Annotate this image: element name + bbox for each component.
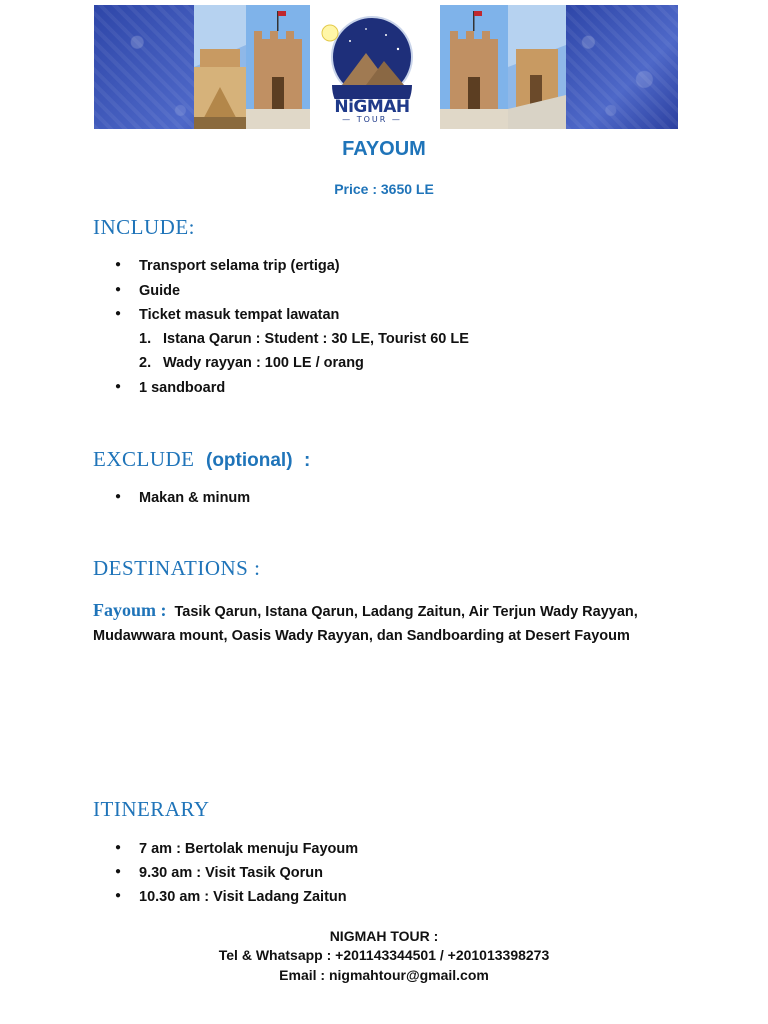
include-item: ● Guide xyxy=(139,283,180,299)
page-title: FAYOUM xyxy=(342,138,426,160)
include-item: ● 1 sandboard xyxy=(139,380,225,396)
include-item: ● Ticket masuk tempat lawatan xyxy=(139,307,339,323)
destinations-list: Tasik Qarun, Istana Qarun, Ladang Zaitun, Air Terjun Wady Rayyan, Mudawwara mount, Oasis Wady Rayyan, dan Sandboarding at Desert Fayoum xyxy=(93,604,638,644)
itinerary-item: ● 7 am : Bertolak menuju Fayoum xyxy=(139,841,358,857)
photo-citadel-right xyxy=(440,5,508,129)
header-banner xyxy=(94,5,678,129)
footer-company: NIGMAH TOUR : xyxy=(329,928,439,944)
exclude-item: ● Makan & minum xyxy=(139,490,250,506)
footer-email: Email : nigmahtour@gmail.com xyxy=(279,967,489,983)
logo-subtitle: — TOUR — xyxy=(342,115,402,124)
photo-pyramids-left xyxy=(194,67,246,129)
price: Price : 3650 LE xyxy=(334,181,434,197)
destinations-heading: DESTINATIONS : xyxy=(93,556,261,580)
itinerary-item: ● 9.30 am : Visit Tasik Qorun xyxy=(139,865,323,881)
include-heading: INCLUDE: xyxy=(93,215,195,239)
nigmah-tour-logo xyxy=(320,13,424,125)
ticket-sub-item: 1. Istana Qarun : Student : 30 LE, Tourist 60 LE xyxy=(139,331,469,347)
destinations-text xyxy=(93,598,653,648)
footer-phone: Tel & Whatsapp : +201143344501 / +201013398273 xyxy=(218,947,550,963)
destinations-lead: Fayoum : xyxy=(93,600,167,620)
exclude-heading: EXCLUDE (optional) : xyxy=(93,447,311,471)
itinerary-heading: ITINERARY xyxy=(93,797,210,821)
banner-pattern-right xyxy=(566,5,678,129)
ticket-sub-item: 2. Wady rayyan : 100 LE / orang xyxy=(139,355,364,371)
include-item: ● Transport selama trip (ertiga) xyxy=(139,258,340,274)
photo-citadel-left xyxy=(246,5,310,129)
itinerary-item: ● 10.30 am : Visit Ladang Zaitun xyxy=(139,889,347,905)
photo-castle-gate-right xyxy=(508,5,566,129)
logo-title: NiGMAH xyxy=(334,97,410,117)
